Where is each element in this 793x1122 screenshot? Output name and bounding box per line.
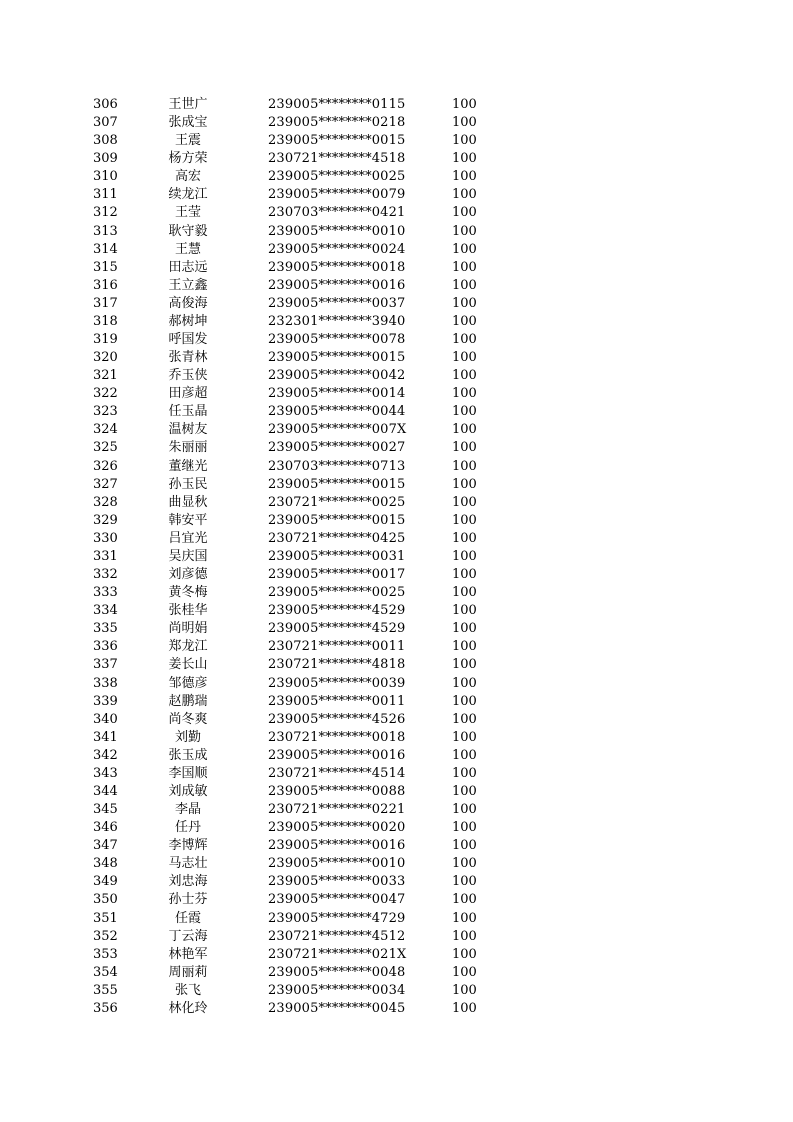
- table-row: [0, 729, 793, 747]
- score-cell: 100: [452, 151, 477, 167]
- table-row: [0, 765, 793, 783]
- score-cell: 100: [452, 693, 477, 709]
- name-cell: 尚明娟: [168, 621, 208, 637]
- id-number-cell: 230721********4514: [268, 765, 406, 781]
- score-cell: 100: [452, 820, 477, 836]
- row-number-cell: 352: [93, 928, 118, 944]
- row-number-cell: 337: [93, 657, 118, 673]
- table-row: [0, 204, 793, 222]
- table-row: [0, 693, 793, 711]
- name-cell: 林化玲: [168, 1000, 208, 1016]
- id-number-cell: 239005********0010: [268, 223, 406, 239]
- score-cell: 100: [452, 585, 477, 601]
- id-number-cell: 239005********0016: [268, 747, 406, 763]
- table-row: [0, 385, 793, 403]
- row-number-cell: 354: [93, 964, 118, 980]
- id-number-cell: 239005********0079: [268, 187, 406, 203]
- table-row: [0, 747, 793, 765]
- row-number-cell: 331: [93, 548, 118, 564]
- name-cell: 赵鹏瑞: [168, 693, 208, 709]
- row-number-cell: 317: [93, 295, 118, 311]
- row-number-cell: 339: [93, 693, 118, 709]
- table-row: [0, 421, 793, 439]
- name-cell: 尚冬爽: [168, 711, 208, 727]
- score-cell: 100: [452, 964, 477, 980]
- id-number-cell: 239005********0042: [268, 368, 406, 384]
- id-number-cell: 239005********0015: [268, 476, 406, 492]
- id-number-cell: 239005********0020: [268, 820, 406, 836]
- id-number-cell: 239005********0014: [268, 386, 406, 402]
- id-number-cell: 230721********0425: [268, 530, 406, 546]
- name-cell: 任玉晶: [168, 404, 208, 420]
- row-number-cell: 335: [93, 621, 118, 637]
- score-cell: 100: [452, 259, 477, 275]
- score-cell: 100: [452, 783, 477, 799]
- score-cell: 100: [452, 530, 477, 546]
- table-row: [0, 711, 793, 729]
- id-number-cell: 239005********0045: [268, 1000, 406, 1016]
- table-row: [0, 620, 793, 638]
- table-row: [0, 132, 793, 150]
- table-row: [0, 150, 793, 168]
- table-row: [0, 114, 793, 132]
- row-number-cell: 343: [93, 765, 118, 781]
- score-cell: 100: [452, 169, 477, 185]
- name-cell: 马志壮: [168, 856, 208, 872]
- row-number-cell: 324: [93, 422, 118, 438]
- score-cell: 100: [452, 97, 477, 112]
- score-cell: 100: [452, 187, 477, 203]
- table-row: [0, 891, 793, 909]
- score-cell: 100: [452, 223, 477, 239]
- table-row: [0, 982, 793, 1000]
- name-cell: 张成宝: [168, 115, 208, 131]
- score-cell: 100: [452, 747, 477, 763]
- name-cell: 高宏: [174, 169, 201, 185]
- table-row: [0, 638, 793, 656]
- id-number-cell: 239005********0011: [268, 693, 406, 709]
- name-cell: 王莹: [174, 205, 201, 221]
- id-number-cell: 239005********0024: [268, 241, 406, 257]
- name-cell: 张玉成: [168, 747, 208, 763]
- table-row: [0, 367, 793, 385]
- row-number-cell: 338: [93, 675, 118, 691]
- row-number-cell: 319: [93, 332, 118, 348]
- id-number-cell: 239005********0078: [268, 332, 406, 348]
- row-number-cell: 329: [93, 512, 118, 528]
- id-number-cell: 239005********0025: [268, 585, 406, 601]
- row-number-cell: 342: [93, 747, 118, 763]
- row-number-cell: 312: [93, 205, 118, 221]
- score-cell: 100: [452, 313, 477, 329]
- name-cell: 韩安平: [168, 512, 208, 528]
- score-cell: 100: [452, 946, 477, 962]
- score-cell: 100: [452, 639, 477, 655]
- table-row: [0, 186, 793, 204]
- name-cell: 孙士芬: [168, 892, 208, 908]
- id-number-cell: 239005********4526: [268, 711, 406, 727]
- score-cell: 100: [452, 512, 477, 528]
- name-cell: 王世广: [168, 97, 208, 112]
- id-number-cell: 230721********0025: [268, 494, 406, 510]
- score-cell: 100: [452, 802, 477, 818]
- table-row: [0, 403, 793, 421]
- name-cell: 朱丽丽: [168, 440, 208, 456]
- score-cell: 100: [452, 765, 477, 781]
- name-cell: 李国顺: [168, 765, 208, 781]
- table-row: [0, 476, 793, 494]
- score-cell: 100: [452, 404, 477, 420]
- id-number-cell: 239005********0016: [268, 838, 406, 854]
- name-cell: 刘勤: [174, 729, 201, 745]
- table-row: [0, 783, 793, 801]
- score-cell: 100: [452, 657, 477, 673]
- row-number-cell: 333: [93, 585, 118, 601]
- id-number-cell: 239005********0047: [268, 892, 406, 908]
- name-cell: 李博辉: [168, 838, 208, 854]
- name-cell: 吕宜光: [168, 530, 208, 546]
- row-number-cell: 336: [93, 639, 118, 655]
- id-number-cell: 239005********007X: [268, 422, 407, 438]
- name-cell: 吴庆国: [168, 548, 208, 564]
- score-cell: 100: [452, 729, 477, 745]
- score-cell: 100: [452, 892, 477, 908]
- score-cell: 100: [452, 350, 477, 366]
- id-number-cell: 239005********0016: [268, 277, 406, 293]
- row-number-cell: 321: [93, 368, 118, 384]
- name-cell: 王震: [174, 133, 201, 149]
- score-cell: 100: [452, 205, 477, 221]
- id-number-cell: 230721********4818: [268, 657, 406, 673]
- name-cell: 田志远: [168, 259, 208, 275]
- name-cell: 任丹: [174, 820, 201, 836]
- score-cell: 100: [452, 458, 477, 474]
- score-cell: 100: [452, 133, 477, 149]
- row-number-cell: 346: [93, 820, 118, 836]
- id-number-cell: 239005********0018: [268, 259, 406, 275]
- score-cell: 100: [452, 982, 477, 998]
- id-number-cell: 230721********0018: [268, 729, 406, 745]
- score-cell: 100: [452, 1000, 477, 1016]
- row-number-cell: 308: [93, 133, 118, 149]
- name-cell: 张桂华: [168, 603, 208, 619]
- table-row: [0, 96, 793, 114]
- table-row: [0, 946, 793, 964]
- name-cell: 王慧: [174, 241, 201, 257]
- score-cell: 100: [452, 494, 477, 510]
- score-cell: 100: [452, 874, 477, 890]
- score-cell: 100: [452, 675, 477, 691]
- id-number-cell: 230721********0221: [268, 802, 406, 818]
- score-cell: 100: [452, 548, 477, 564]
- id-number-cell: 230703********0713: [268, 458, 406, 474]
- table-row: [0, 675, 793, 693]
- row-number-cell: 356: [93, 1000, 118, 1016]
- name-cell: 张飞: [174, 982, 201, 998]
- row-number-cell: 309: [93, 151, 118, 167]
- table-row: [0, 566, 793, 584]
- table-row: [0, 168, 793, 186]
- table-row: [0, 494, 793, 512]
- id-number-cell: 230721********4512: [268, 928, 406, 944]
- name-cell: 田彦超: [168, 386, 208, 402]
- id-number-cell: 232301********3940: [268, 313, 406, 329]
- score-cell: 100: [452, 241, 477, 257]
- id-number-cell: 239005********0033: [268, 874, 406, 890]
- name-cell: 郝树坤: [168, 313, 208, 329]
- table-row: [0, 801, 793, 819]
- row-number-cell: 347: [93, 838, 118, 854]
- table-row: [0, 910, 793, 928]
- row-number-cell: 351: [93, 910, 118, 926]
- id-number-cell: 239005********0027: [268, 440, 406, 456]
- table-row: [0, 819, 793, 837]
- table-row: [0, 964, 793, 982]
- score-cell: 100: [452, 621, 477, 637]
- score-cell: 100: [452, 910, 477, 926]
- name-cell: 孙玉民: [168, 476, 208, 492]
- id-number-cell: 239005********0218: [268, 115, 406, 131]
- table-row: [0, 259, 793, 277]
- name-cell: 耿守毅: [168, 223, 208, 239]
- row-number-cell: 353: [93, 946, 118, 962]
- row-number-cell: 349: [93, 874, 118, 890]
- row-number-cell: 315: [93, 259, 118, 275]
- table-row: [0, 656, 793, 674]
- name-cell: 姜长山: [168, 657, 208, 673]
- id-number-cell: 239005********0015: [268, 350, 406, 366]
- score-cell: 100: [452, 711, 477, 727]
- table-row: [0, 277, 793, 295]
- name-cell: 王立鑫: [168, 277, 208, 293]
- id-number-cell: 239005********0031: [268, 548, 406, 564]
- row-number-cell: 330: [93, 530, 118, 546]
- score-cell: 100: [452, 277, 477, 293]
- score-cell: 100: [452, 567, 477, 583]
- row-number-cell: 344: [93, 783, 118, 799]
- table-row: [0, 530, 793, 548]
- id-number-cell: 239005********0115: [268, 97, 406, 112]
- row-number-cell: 340: [93, 711, 118, 727]
- row-number-cell: 328: [93, 494, 118, 510]
- id-number-cell: 239005********4529: [268, 603, 406, 619]
- name-cell: 曲显秋: [168, 494, 208, 510]
- table-row: [0, 602, 793, 620]
- name-cell: 刘彦德: [168, 567, 208, 583]
- table-row: [0, 223, 793, 241]
- table-row: [0, 295, 793, 313]
- table-row: [0, 548, 793, 566]
- roster-table: [0, 96, 793, 1018]
- table-row: [0, 855, 793, 873]
- table-row: [0, 928, 793, 946]
- score-cell: 100: [452, 386, 477, 402]
- table-row: [0, 512, 793, 530]
- id-number-cell: 239005********0088: [268, 783, 406, 799]
- score-cell: 100: [452, 332, 477, 348]
- name-cell: 黄冬梅: [168, 585, 208, 601]
- table-row: [0, 584, 793, 602]
- name-cell: 任霞: [174, 910, 201, 926]
- row-number-cell: 320: [93, 350, 118, 366]
- name-cell: 邹德彦: [168, 675, 208, 691]
- score-cell: 100: [452, 295, 477, 311]
- id-number-cell: 239005********4529: [268, 621, 406, 637]
- id-number-cell: 239005********0044: [268, 404, 406, 420]
- id-number-cell: 230721********4518: [268, 151, 406, 167]
- table-row: [0, 1000, 793, 1018]
- name-cell: 刘成敏: [168, 783, 208, 799]
- id-number-cell: 230721********021X: [268, 946, 407, 962]
- table-row: [0, 241, 793, 259]
- row-number-cell: 313: [93, 223, 118, 239]
- row-number-cell: 327: [93, 476, 118, 492]
- row-number-cell: 322: [93, 386, 118, 402]
- table-row: [0, 439, 793, 457]
- name-cell: 张青林: [168, 350, 208, 366]
- id-number-cell: 239005********0048: [268, 964, 406, 980]
- row-number-cell: 350: [93, 892, 118, 908]
- name-cell: 呼国发: [168, 332, 208, 348]
- id-number-cell: 239005********0025: [268, 169, 406, 185]
- table-row: [0, 349, 793, 367]
- id-number-cell: 239005********0037: [268, 295, 406, 311]
- row-number-cell: 307: [93, 115, 118, 131]
- id-number-cell: 239005********0015: [268, 133, 406, 149]
- id-number-cell: 239005********0034: [268, 982, 406, 998]
- row-number-cell: 334: [93, 603, 118, 619]
- id-number-cell: 239005********0015: [268, 512, 406, 528]
- name-cell: 郑龙江: [168, 639, 208, 655]
- row-number-cell: 306: [93, 97, 118, 112]
- score-cell: 100: [452, 603, 477, 619]
- score-cell: 100: [452, 422, 477, 438]
- score-cell: 100: [452, 476, 477, 492]
- row-number-cell: 332: [93, 567, 118, 583]
- table-row: [0, 873, 793, 891]
- name-cell: 董继光: [168, 458, 208, 474]
- score-cell: 100: [452, 115, 477, 131]
- score-cell: 100: [452, 928, 477, 944]
- name-cell: 乔玉侠: [168, 368, 208, 384]
- name-cell: 温树友: [168, 422, 208, 438]
- id-number-cell: 239005********0010: [268, 856, 406, 872]
- row-number-cell: 318: [93, 313, 118, 329]
- table-row: [0, 458, 793, 476]
- id-number-cell: 239005********0039: [268, 675, 406, 691]
- row-number-cell: 323: [93, 404, 118, 420]
- score-cell: 100: [452, 440, 477, 456]
- id-number-cell: 230721********0011: [268, 639, 406, 655]
- name-cell: 杨方荣: [168, 151, 208, 167]
- name-cell: 高俊海: [168, 295, 208, 311]
- row-number-cell: 310: [93, 169, 118, 185]
- score-cell: 100: [452, 856, 477, 872]
- row-number-cell: 325: [93, 440, 118, 456]
- table-row: [0, 313, 793, 331]
- name-cell: 林艳军: [168, 946, 208, 962]
- name-cell: 丁云海: [168, 928, 208, 944]
- row-number-cell: 348: [93, 856, 118, 872]
- name-cell: 李晶: [174, 802, 201, 818]
- row-number-cell: 341: [93, 729, 118, 745]
- name-cell: 刘忠海: [168, 874, 208, 890]
- table-row: [0, 837, 793, 855]
- name-cell: 续龙江: [168, 187, 208, 203]
- row-number-cell: 311: [93, 187, 118, 203]
- score-cell: 100: [452, 838, 477, 854]
- id-number-cell: 239005********4729: [268, 910, 406, 926]
- id-number-cell: 230703********0421: [268, 205, 406, 221]
- id-number-cell: 239005********0017: [268, 567, 406, 583]
- table-row: [0, 331, 793, 349]
- row-number-cell: 326: [93, 458, 118, 474]
- row-number-cell: 316: [93, 277, 118, 293]
- row-number-cell: 355: [93, 982, 118, 998]
- name-cell: 周丽莉: [168, 964, 208, 980]
- row-number-cell: 345: [93, 802, 118, 818]
- row-number-cell: 314: [93, 241, 118, 257]
- score-cell: 100: [452, 368, 477, 384]
